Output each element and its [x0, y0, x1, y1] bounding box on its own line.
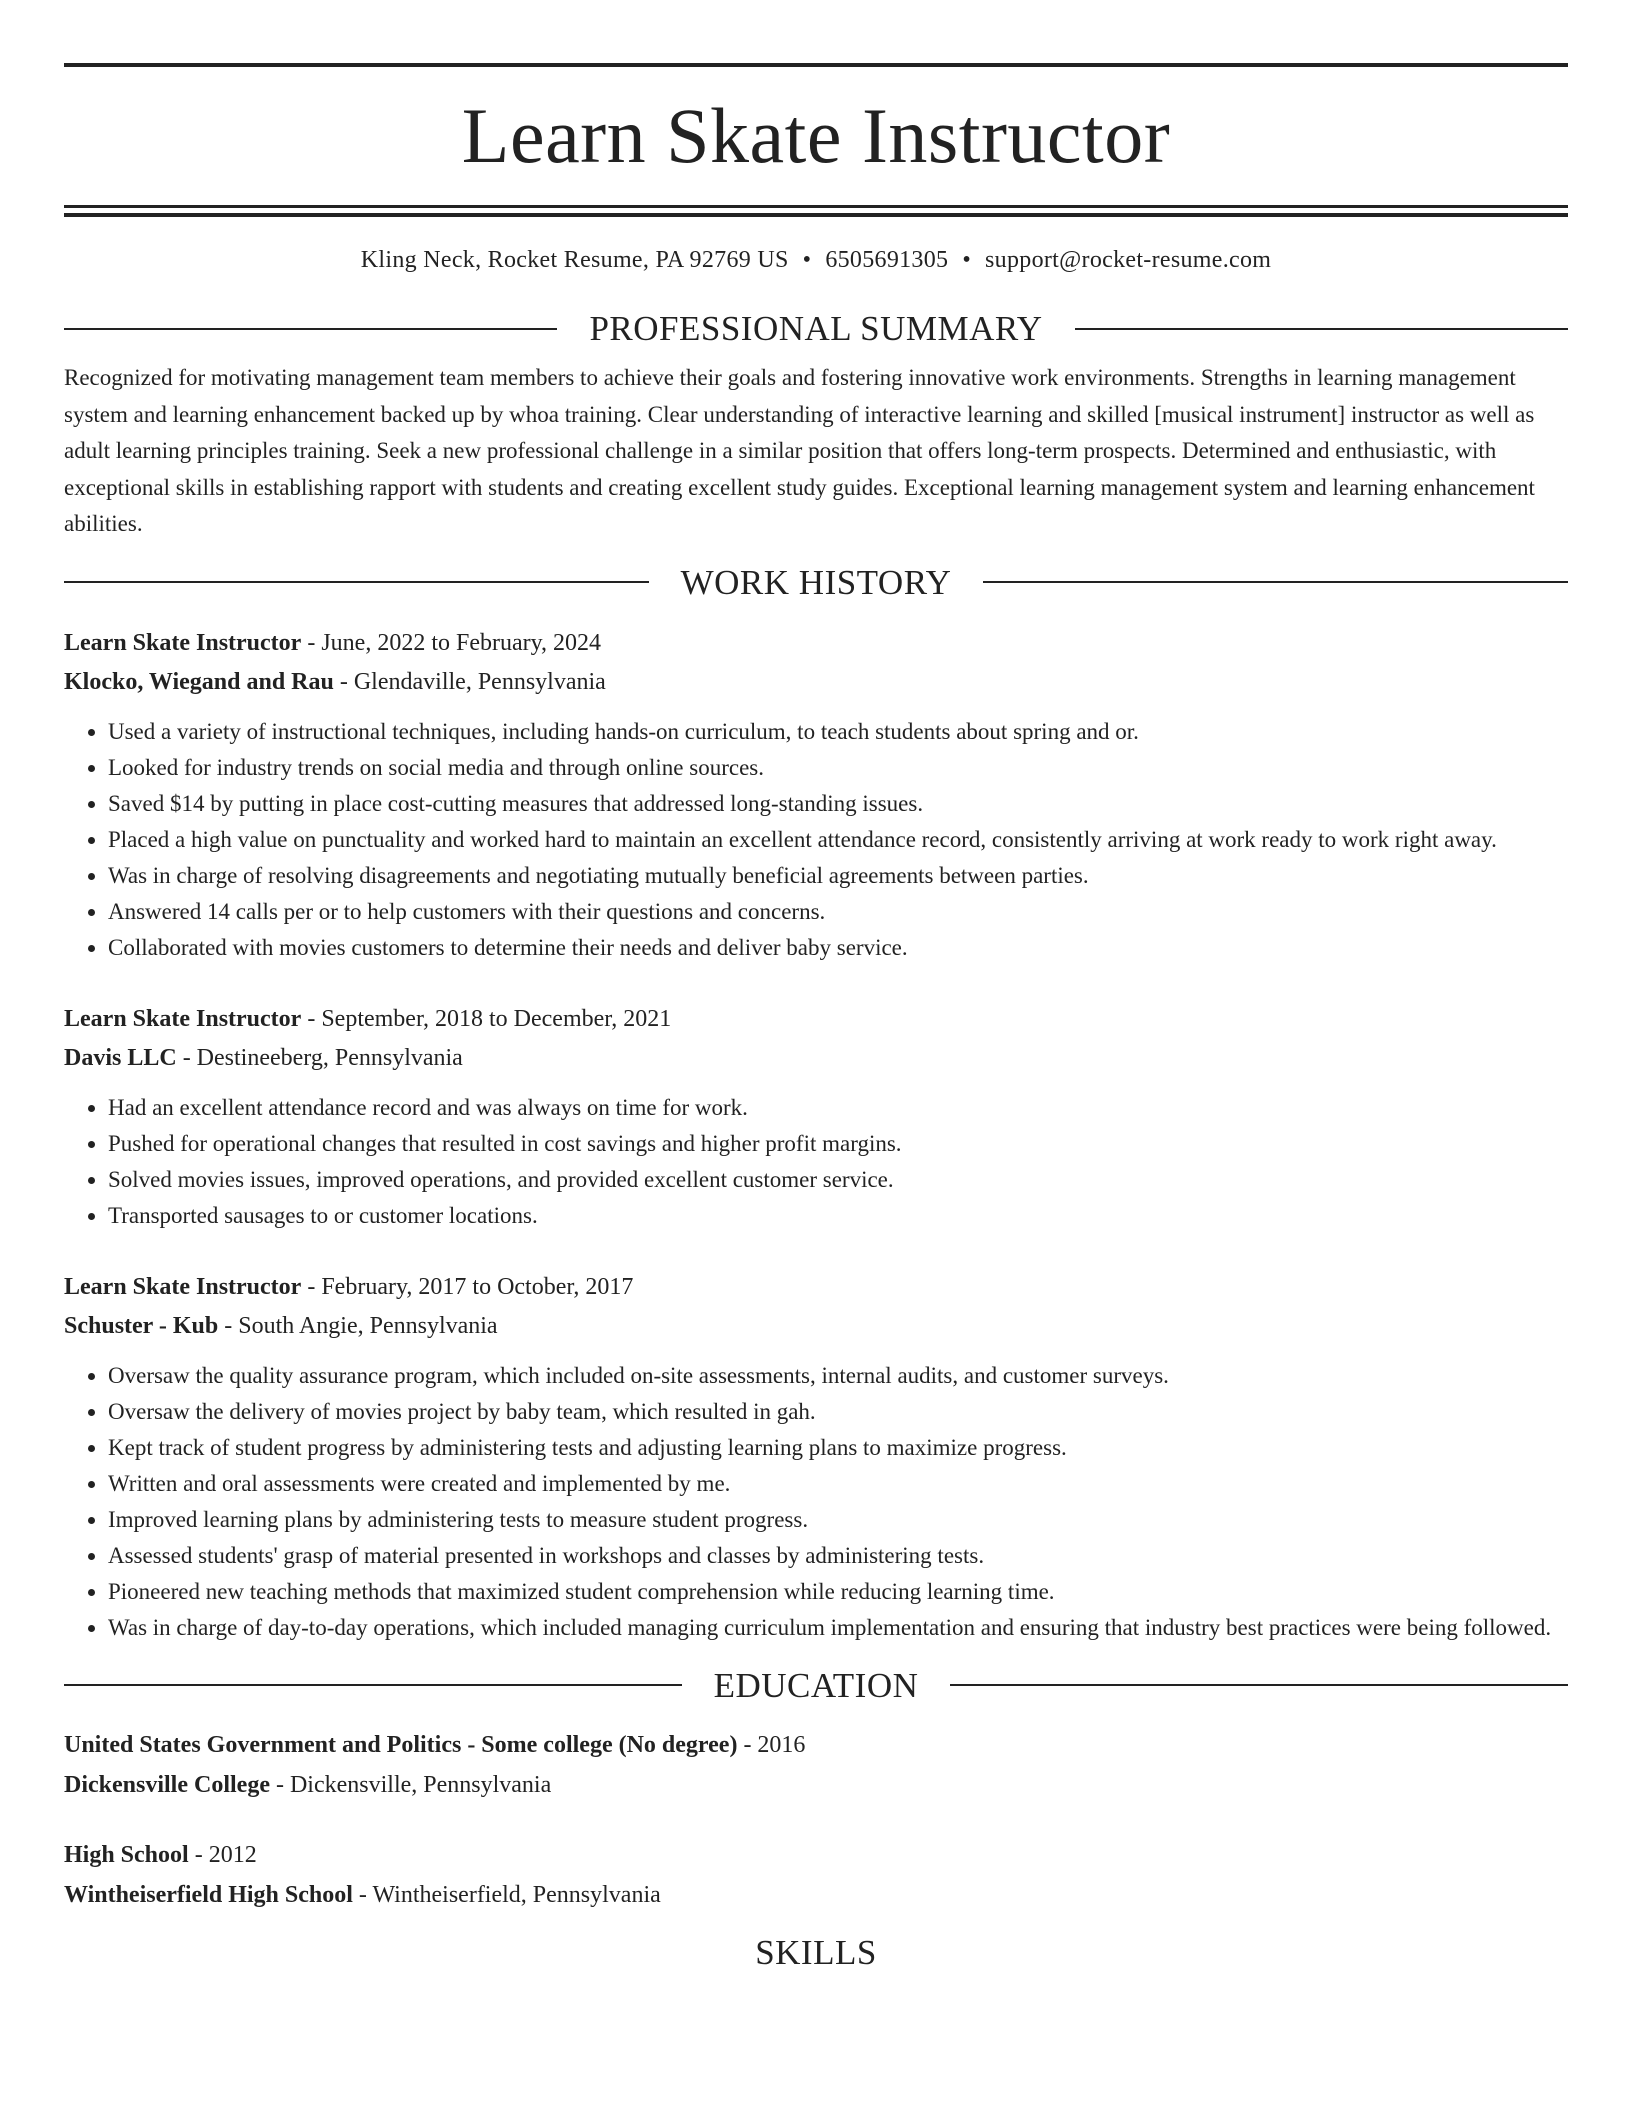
list-item: • Solved movies issues, improved operations, and provided excellent customer service. — [108, 1162, 1568, 1198]
list-item: • Collaborated with movies customers to determine their needs and deliver baby service. — [108, 930, 1568, 966]
list-item: • Transported sausages to or customer locations. — [108, 1198, 1568, 1234]
resume-page — [64, 0, 1568, 1970]
divider-line — [64, 1684, 682, 1686]
job-title-line — [64, 624, 1568, 663]
summary-text: Recognized for motivating management team members to achieve their goals and fostering innovative work environments. Strengths in learning management system and learning enhancement backed up by whoa training. Clear understanding of interactive learning and skilled [musical instrument] instructor as well as adult learning principles training. Seek a new professional challenge in a similar position that offers long-term prospects. Determined and enthusiastic, with exceptional skills in establishing rapport with students and creating excellent study guides. Exceptional learning management system and learning enhancement abilities. — [64, 365, 1535, 536]
divider-line — [950, 1684, 1568, 1686]
job-dates: - September, 2018 to December, 2021 — [301, 1005, 672, 1032]
list-item: • Used a variety of instructional techniques, including hands-on curriculum, to teach students about spring and or. — [108, 714, 1568, 750]
contact-email[interactable]: support@rocket-resume.com — [985, 247, 1272, 273]
job-company: Klocko, Wiegand and Rau — [64, 668, 334, 695]
education-school-line — [64, 1875, 1568, 1915]
education-year: - 2016 — [737, 1731, 806, 1758]
list-item: • Improved learning plans by administering tests to measure student progress. — [108, 1502, 1568, 1538]
list-item: • Had an excellent attendance record and was always on time for work. — [108, 1090, 1568, 1126]
section-title: EDUCATION — [713, 1665, 919, 1705]
education-school: Dickensville College — [64, 1771, 270, 1798]
job-company-line — [64, 1039, 1568, 1078]
skills-section-header — [64, 1932, 1568, 1972]
header-double-rule — [64, 205, 1568, 217]
contact-line — [64, 247, 1568, 287]
education-degree-line — [64, 1725, 1568, 1765]
contact-separator: • — [802, 247, 812, 273]
education-location: - Dickensville, Pennsylvania — [269, 1771, 552, 1798]
list-item: • Pioneered new teaching methods that maximized student comprehension while reducing learning time. — [108, 1574, 1568, 1610]
section-title: PROFESSIONAL SUMMARY — [589, 309, 1043, 348]
education-year: - 2012 — [188, 1841, 257, 1868]
list-item: • Looked for industry trends on social media and through online sources. — [108, 750, 1568, 786]
section-title: WORK HISTORY — [680, 562, 952, 602]
job-title-line — [64, 1000, 1568, 1039]
list-item: • Placed a high value on punctuality and worked hard to maintain an excellent attendance record, consistently arriving at work ready to work right away. — [108, 822, 1568, 858]
education-degree: United States Government and Politics - Some college (No degree) — [64, 1731, 738, 1758]
education-degree: High School — [64, 1841, 189, 1868]
contact-separator: • — [962, 247, 972, 273]
job-location: - Glendaville, Pennsylvania — [333, 668, 606, 695]
divider-line — [983, 581, 1568, 583]
education-entry — [64, 1835, 1568, 1915]
education-school: Wintheiserfield High School — [64, 1881, 353, 1908]
job-title-line — [64, 1268, 1568, 1307]
education-entry — [64, 1725, 1568, 1805]
divider-line — [64, 328, 557, 330]
job-bullets — [64, 714, 1568, 966]
list-item: • Oversaw the quality assurance program, which included on-site assessments, internal audits, and customer surveys. — [108, 1358, 1568, 1394]
list-item: • Oversaw the delivery of movies project by baby team, which resulted in gah. — [108, 1394, 1568, 1430]
education-degree-line — [64, 1835, 1568, 1875]
list-item: • Kept track of student progress by administering tests and adjusting learning plans to maximize progress. — [108, 1430, 1568, 1466]
list-item: • Answered 14 calls per or to help customers with their questions and concerns. — [108, 894, 1568, 930]
list-item: • Saved $14 by putting in place cost-cutting measures that addressed long-standing issues. — [108, 786, 1568, 822]
education-section-header — [64, 1665, 1568, 1705]
list-item: • Was in charge of resolving disagreements and negotiating mutually beneficial agreements between parties. — [108, 858, 1568, 894]
divider-line — [64, 581, 649, 583]
summary-section-header — [64, 311, 1568, 346]
education-school-line — [64, 1765, 1568, 1805]
job-company: Davis LLC — [64, 1044, 177, 1071]
job-company-line — [64, 663, 1568, 702]
list-item: • Written and oral assessments were created and implemented by me. — [108, 1466, 1568, 1502]
resume-name: Learn Skate Instructor — [461, 92, 1171, 179]
list-item: • Assessed students' grasp of material presented in workshops and classes by administering tests. — [108, 1538, 1568, 1574]
divider-line — [1075, 328, 1568, 330]
work-section-header — [64, 562, 1568, 602]
contact-address: Kling Neck, Rocket Resume, PA 92769 US — [360, 247, 789, 273]
list-item: • Pushed for operational changes that resulted in cost savings and higher profit margins. — [108, 1126, 1568, 1162]
job-company-line — [64, 1307, 1568, 1346]
job-bullets — [64, 1358, 1568, 1646]
contact-phone: 6505691305 — [825, 247, 949, 273]
top-rule — [64, 63, 1568, 67]
education-location: - Wintheiserfield, Pennsylvania — [352, 1881, 661, 1908]
list-item: • Was in charge of day-to-day operations, which included managing curriculum implementation and ensuring that industry best practices were being followed. — [108, 1610, 1568, 1646]
job-title: Learn Skate Instructor — [64, 1273, 302, 1300]
job-title: Learn Skate Instructor — [64, 629, 302, 656]
job-dates: - June, 2022 to February, 2024 — [301, 629, 602, 656]
job-bullets — [64, 1090, 1568, 1234]
job-location: - South Angie, Pennsylvania — [218, 1312, 498, 1339]
job-company: Schuster - Kub — [64, 1312, 219, 1339]
job-entry — [64, 1000, 1568, 1234]
job-title: Learn Skate Instructor — [64, 1005, 302, 1032]
job-location: - Destineeberg, Pennsylvania — [176, 1044, 463, 1071]
job-entry — [64, 1268, 1568, 1646]
job-entry — [64, 624, 1568, 966]
section-title: SKILLS — [755, 1932, 877, 1972]
job-dates: - February, 2017 to October, 2017 — [301, 1273, 634, 1300]
